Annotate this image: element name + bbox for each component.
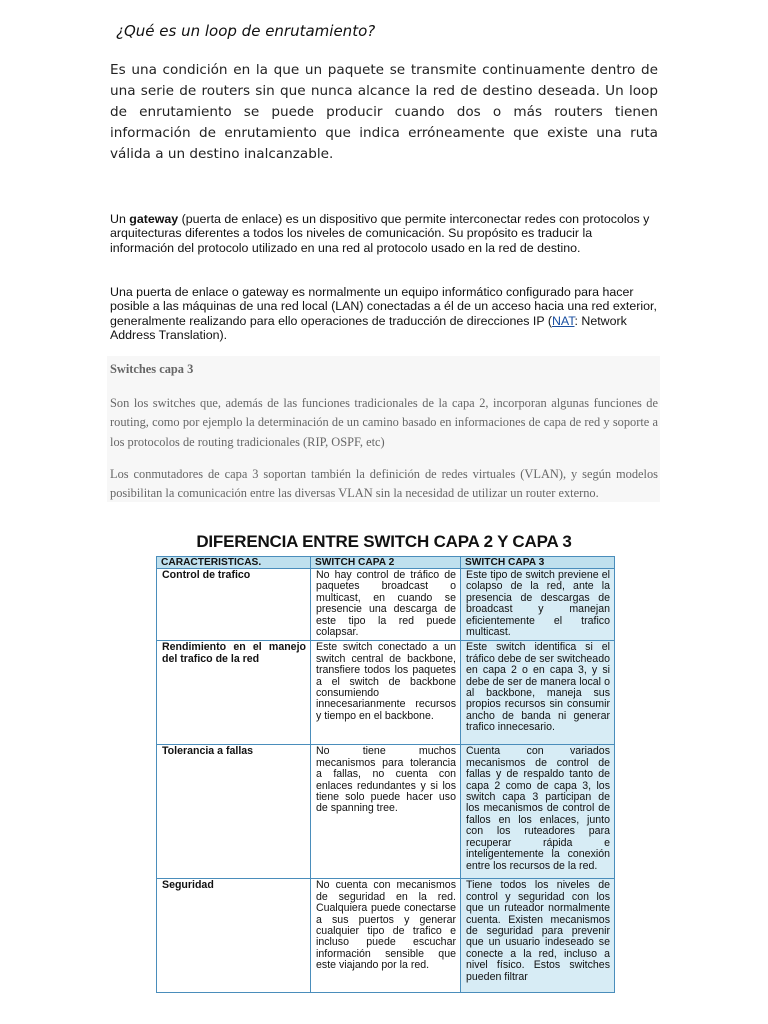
feature-cell: Seguridad bbox=[157, 879, 311, 993]
header-switch-capa-3: SWITCH CAPA 3 bbox=[461, 557, 615, 569]
table-header-row bbox=[157, 557, 615, 569]
feature-cell: Rendimiento en el manejo del trafico de la red bbox=[157, 641, 311, 745]
capa2-cell: No tiene muchos mecanismos para tolerancia a fallas, no cuenta con enlaces redundantes y si los tiene solo puede hacer uso de spanning tree. bbox=[311, 745, 461, 879]
capa3-cell: Cuenta con variados mecanismos de control de fallas y de respaldo tanto de capa 2 como de capa 3, los switch capa 3 participan de los mecanismos de control de fallos en los enlaces, junto con los ruteadores para recuperar rápida e inteligentemente la conexión entre los recursos de la red. bbox=[461, 745, 615, 879]
header-features: CARACTERISTICAS. bbox=[157, 557, 311, 569]
switches-section-title: Switches capa 3 bbox=[110, 362, 194, 376]
switches-paragraph-1: Son los switches que, además de las funciones tradicionales de la capa 2, incorporan algunas funciones de routing, como por ejemplo la determinación de un camino basado en informaciones de capa de red y soporte a los protocolos de routing tradicionales (RIP, OSPF, etc) bbox=[110, 396, 658, 449]
table-row bbox=[157, 879, 615, 993]
table-title: DIFERENCIA ENTRE SWITCH CAPA 2 Y CAPA 3 bbox=[196, 532, 572, 551]
capa2-cell: No hay control de tráfico de paquetes broadcast o multicast, en cuando se presencie una descarga de este tipo la red puede colapsar. bbox=[311, 569, 461, 641]
switches-paragraph-2: Los conmutadores de capa 3 soportan también la definición de redes virtuales (VLAN), y según modelos posibilitan la comunicación entre las diversas VLAN sin la necesidad de utilizar un router externo. bbox=[110, 467, 658, 501]
header-switch-capa-2: SWITCH CAPA 2 bbox=[311, 557, 461, 569]
table-row bbox=[157, 569, 615, 641]
capa2-cell: Este switch conectado a un switch central de backbone, transfiere todos los paquetes a el switch de backbone consumiendo innecesarianmente recursos y tiempo en el backbone. bbox=[311, 641, 461, 745]
feature-cell: Tolerancia a fallas bbox=[157, 745, 311, 879]
gateway-term: gateway bbox=[129, 212, 179, 226]
capa3-cell: Este switch identifica si el tráfico debe de ser switcheado en capa 2 o en capa 3, y si debe de ser de manera local o al backbone, maneja sus propios recursos sin consumir ancho de banda ni generar trafico innecesario. bbox=[461, 641, 615, 745]
comparison-table bbox=[156, 556, 615, 993]
capa2-cell: No cuenta con mecanismos de seguridad en la red. Cualquiera puede conectarse a sus puertos y generar cualquier tipo de trafico e incluso puede escuchar información sensible que este viajando por la red. bbox=[311, 879, 461, 993]
page-heading: ¿Qué es un loop de enrutamiento? bbox=[116, 22, 376, 40]
table-row bbox=[157, 745, 615, 879]
capa3-cell: Tiene todos los niveles de control y seguridad con los que un ruteador normalmente cuenta. Existen mecanismos de seguridad para prevenir que un usuario indeseado se conecte a la red, incluso a nivel físico. Estos switches pueden filtrar bbox=[461, 879, 615, 993]
routing-loop-paragraph: Es una condición en la que un paquete se transmite continuamente dentro de una serie de routers sin que nunca alcance la red de destino deseada. Un loop de enrutamiento se puede producir cuando dos o más routers tienen información de enrutamiento que indica erróneamente que existe una ruta válida a un destino inalcanzable. bbox=[110, 62, 658, 162]
nat-link[interactable]: NAT bbox=[551, 313, 575, 328]
gateway-paragraph-1: Un gateway (puerta de enlace) es un dispositivo que permite interconectar redes con protocolos y arquitecturas diferentes a todos los niveles de comunicación. Su propósito es traducir la información del protocolo utilizado en una red al protocolo usado en la red de destino. bbox=[110, 212, 650, 255]
capa3-cell: Este tipo de switch previene el colapso de la red, ante la presencia de descargas de broadcast y manejan eficientemente el trafico multicast. bbox=[461, 569, 615, 641]
gateway-paragraph-2: Una puerta de enlace o gateway es normalmente un equipo informático configurado para hacer posible a las máquinas de una red local (LAN) conectadas a él de un acceso hacia una red exterior, generalmente realizando para ello operaciones de traducción de direcciones IP (NAT: Network Address Translation). bbox=[110, 285, 657, 343]
table-row bbox=[157, 641, 615, 745]
feature-cell: Control de trafico bbox=[157, 569, 311, 641]
